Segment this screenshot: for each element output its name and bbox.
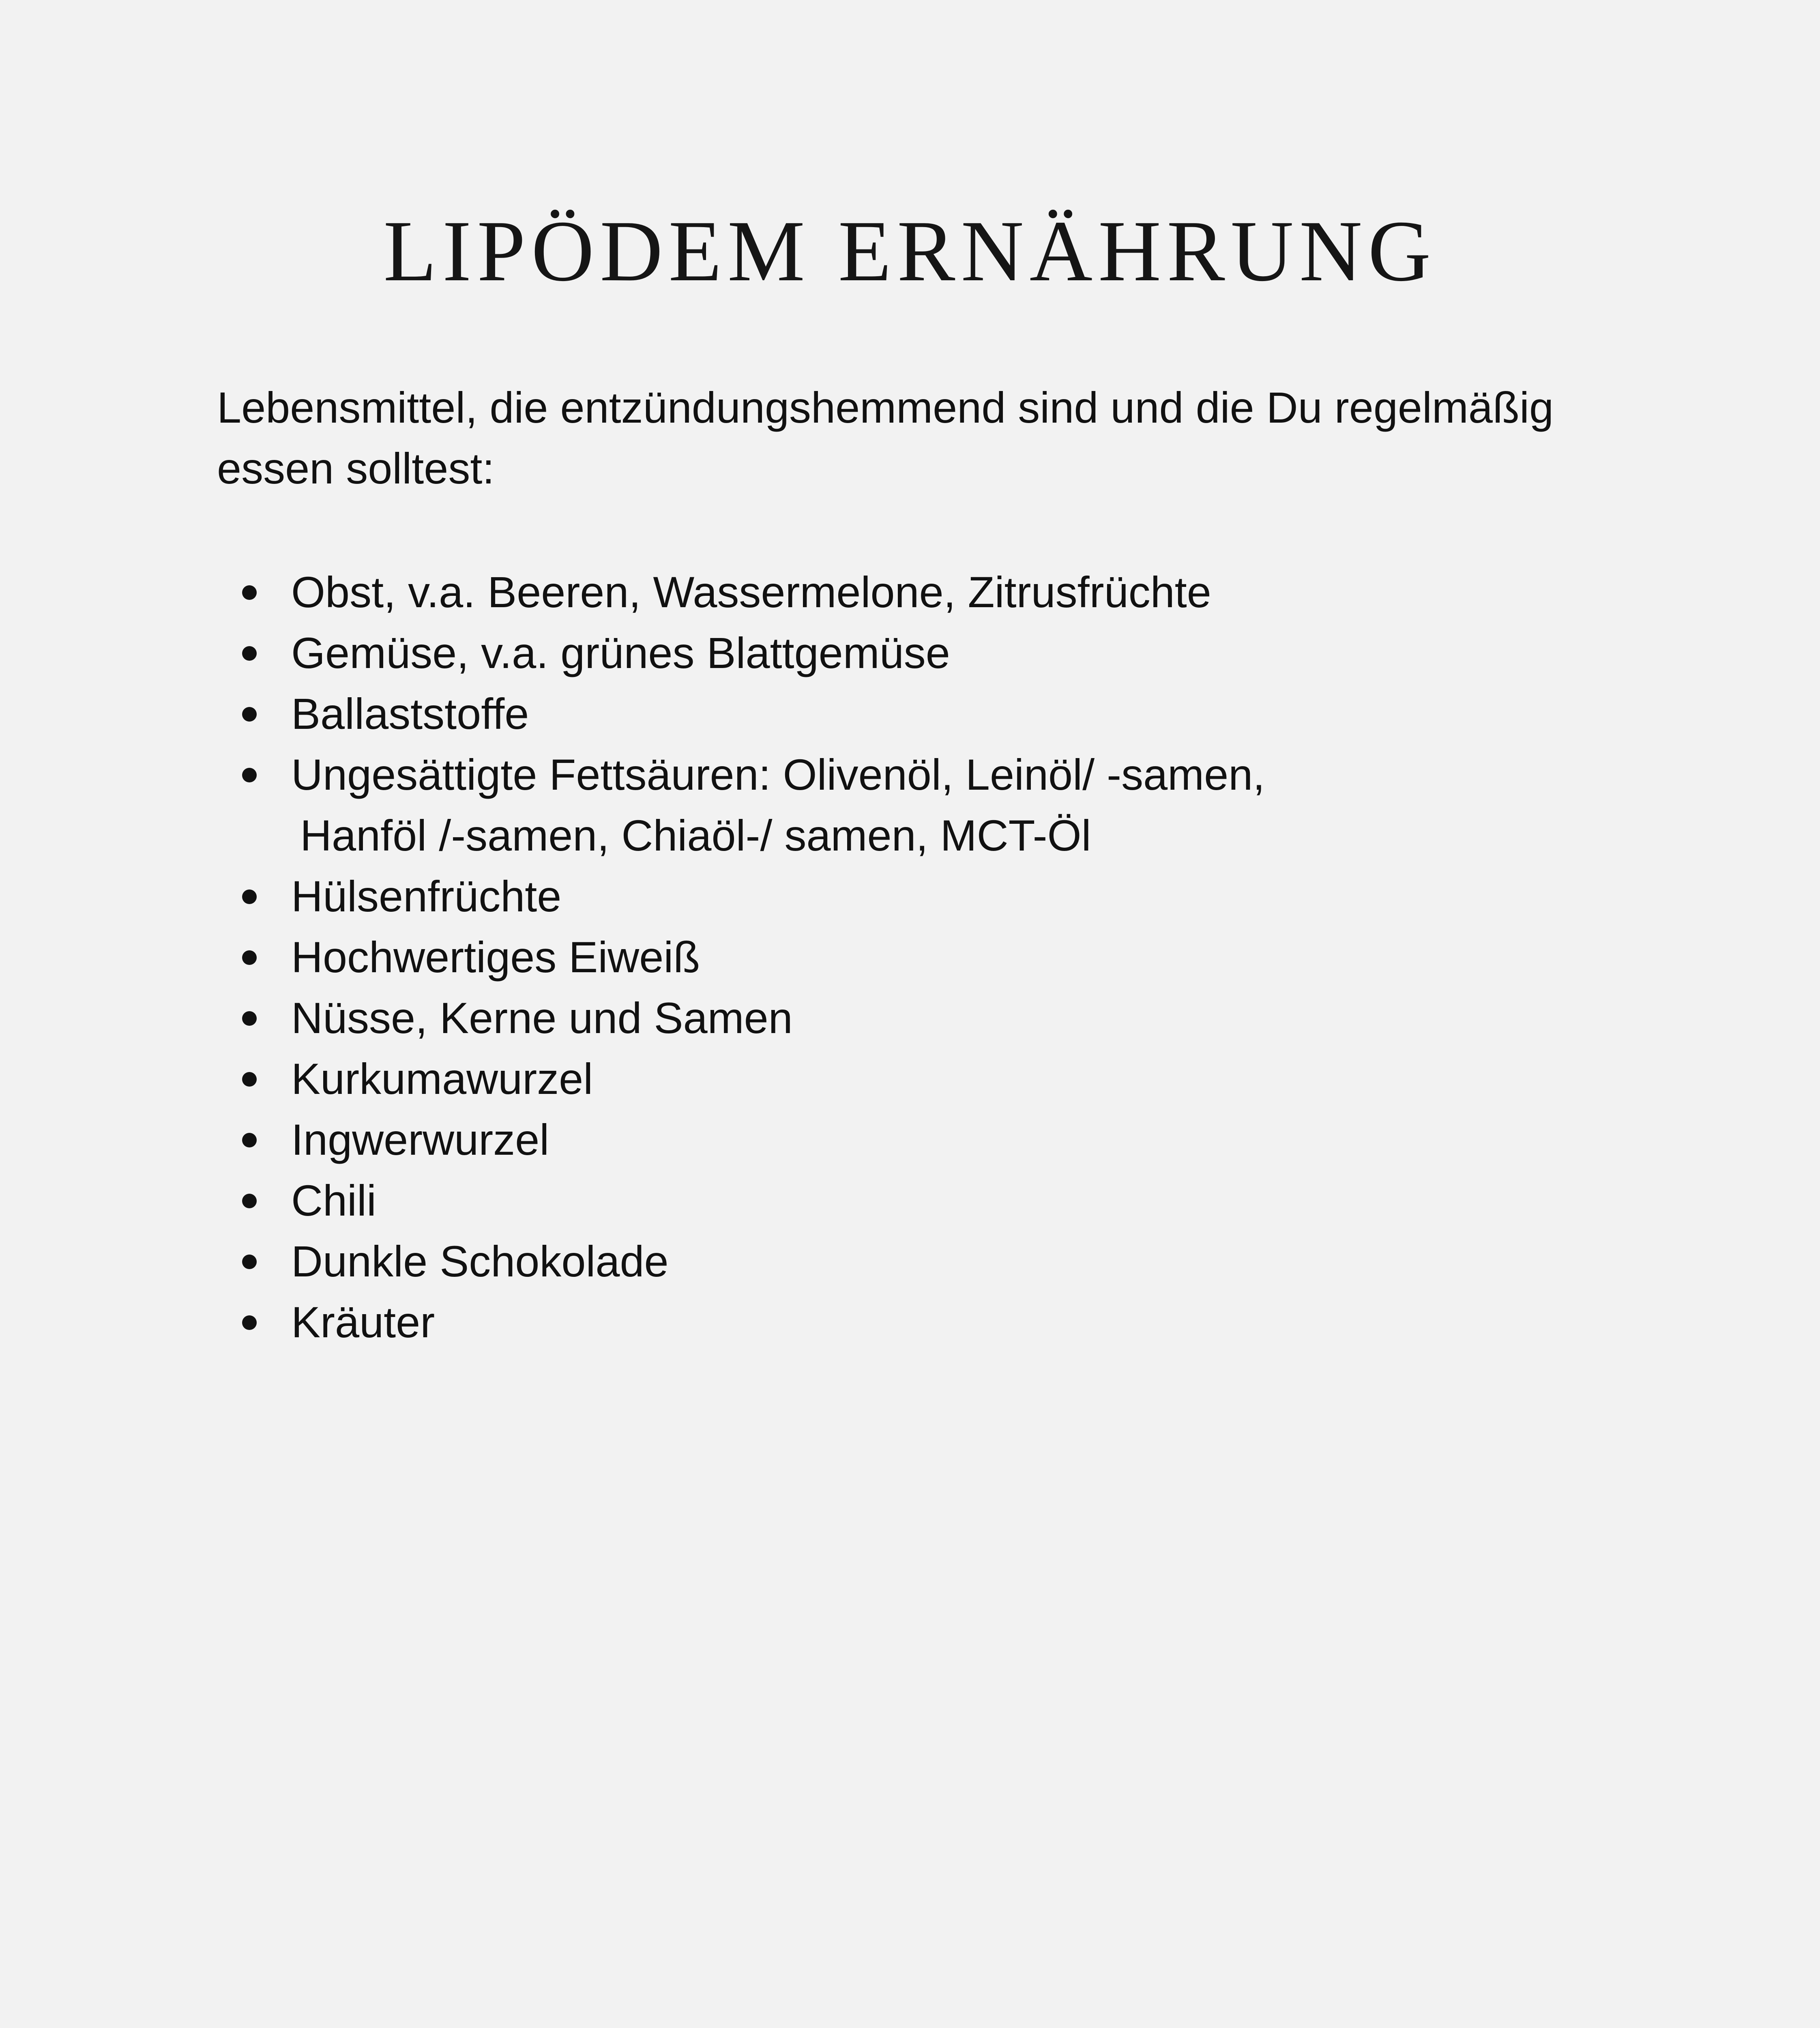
list-item [217,1170,1636,1231]
list-item [217,1048,1636,1109]
list-item-text: Obst, v.a. Beeren, Wassermelone, Zitrusfrüchte [291,567,1211,617]
bullet-icon [242,1315,257,1330]
list-item-text: Kurkumawurzel [291,1054,593,1103]
list-item-text: Hochwertiges Eiweiß [291,932,700,982]
bullet-icon [242,707,257,722]
list-item [217,1109,1636,1170]
list-item [217,562,1636,623]
bullet-icon [242,950,257,965]
bullet-icon [242,646,257,661]
intro-line-2: essen solltest: [217,444,495,493]
list-item-text: Nüsse, Kerne und Samen [291,993,793,1042]
page-title: LIPÖDEM ERNÄHRUNG [383,202,1437,299]
bullet-icon [242,585,257,600]
intro-paragraph [217,377,1636,499]
list-item-text: Ungesättigte Fettsäuren: Olivenöl, Leinöl/ -samen, [291,750,1265,799]
list-item [217,1292,1636,1353]
list-item-text: Dunkle Schokolade [291,1237,669,1286]
bullet-icon [242,768,257,782]
list-item-text: Kräuter [291,1298,435,1347]
list-item-text: Hülsenfrüchte [291,872,562,921]
list-item [217,744,1636,866]
bullet-icon [242,1194,257,1208]
bullet-icon [242,889,257,904]
list-item [217,623,1636,683]
intro-line-1: Lebensmittel, die entzündungshemmend sind und die Du regelmäßig [217,383,1554,432]
list-item-text-continued: Hanföl /-samen, Chiaöl-/ samen, MCT-Öl [300,811,1091,860]
bullet-icon [242,1255,257,1269]
bullet-icon [242,1133,257,1147]
list-item-text: Ingwerwurzel [291,1115,549,1164]
list-item [217,1231,1636,1292]
food-list [217,562,1636,1353]
list-item [217,988,1636,1048]
list-item-text: Chili [291,1176,377,1225]
list-item-text: Ballaststoffe [291,689,529,738]
list-item [217,927,1636,988]
list-item [217,866,1636,927]
bullet-icon [242,1011,257,1026]
bullet-icon [242,1072,257,1087]
list-item [217,683,1636,744]
list-item-text: Gemüse, v.a. grünes Blattgemüse [291,628,950,677]
